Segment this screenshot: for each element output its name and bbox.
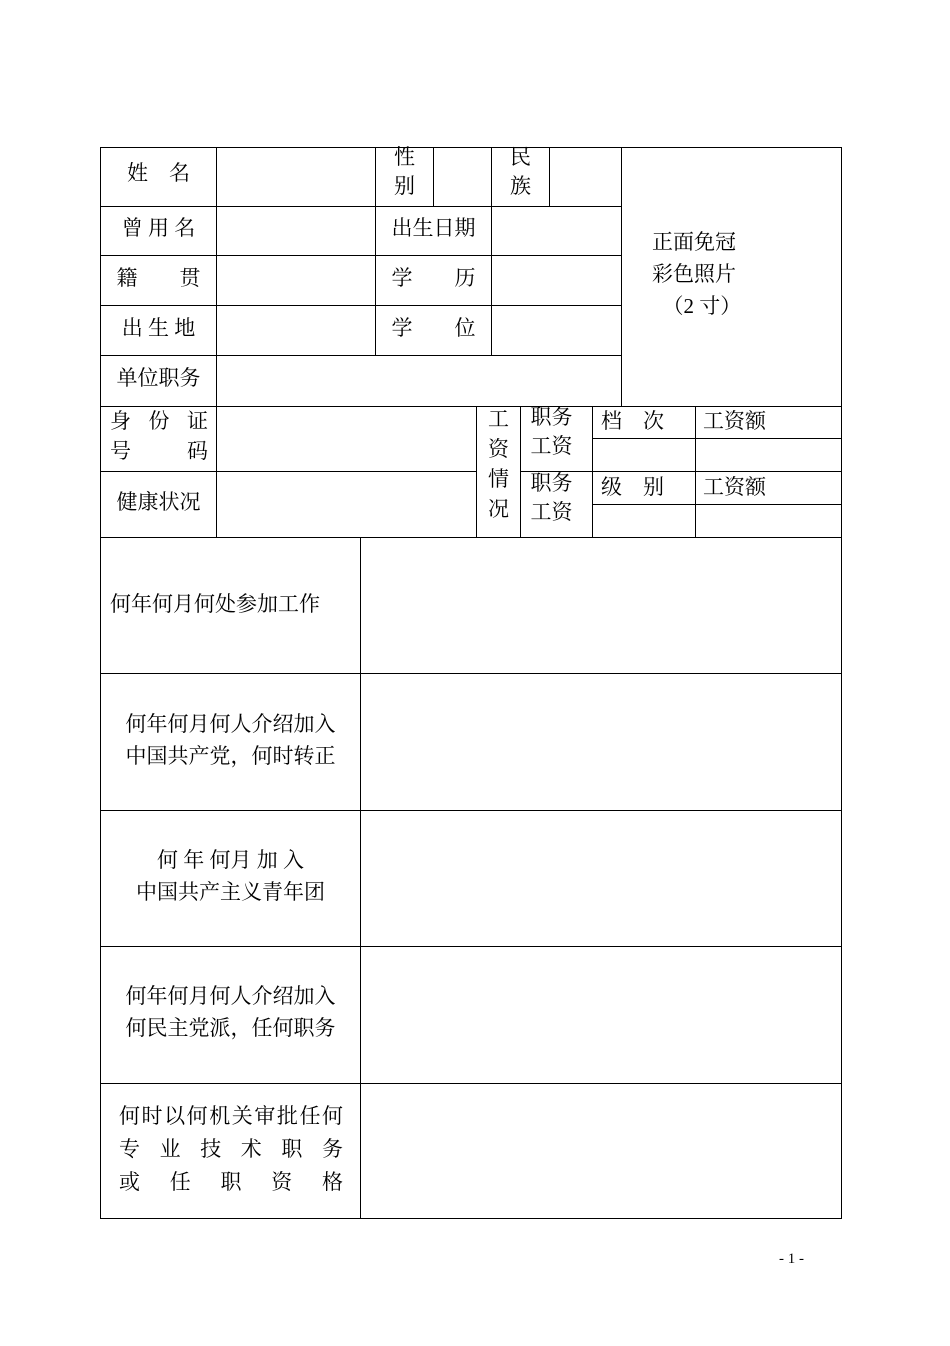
gender-label: 性 别 bbox=[394, 145, 415, 198]
amount-label: 工资额 bbox=[703, 409, 766, 433]
education-label: 学 历 bbox=[391, 266, 476, 290]
tech-title-label-line3: 或任职资格 bbox=[119, 1170, 343, 1194]
democratic-party-label: 何年何月何人介绍加入 何民主党派，任何职务 bbox=[125, 984, 336, 1040]
grid-line bbox=[100, 1083, 842, 1084]
post-salary-label-2: 职务 工资 bbox=[530, 471, 573, 524]
grid-line bbox=[592, 406, 593, 538]
grid-line bbox=[100, 355, 621, 356]
table-border bbox=[100, 147, 842, 148]
former-name-label: 曾 用 名 bbox=[121, 216, 196, 240]
salary-label: 工 资 情 况 bbox=[488, 407, 509, 521]
grid-line bbox=[433, 147, 434, 207]
tech-title-label-line1: 何时以何机关审批任何 bbox=[119, 1104, 343, 1128]
grid-line bbox=[216, 147, 217, 407]
grid-line bbox=[621, 147, 622, 407]
grid-line bbox=[216, 406, 217, 538]
grid-line bbox=[100, 946, 842, 947]
grid-line bbox=[100, 206, 621, 207]
level-label: 级 别 bbox=[601, 475, 664, 499]
work-start-label: 何年何月何处参加工作 bbox=[110, 592, 320, 616]
id-number-label-line2: 号码 bbox=[110, 439, 208, 463]
degree-label: 学 位 bbox=[391, 316, 476, 340]
grid-line bbox=[100, 810, 842, 811]
id-number-label-line1: 身份证 bbox=[110, 409, 208, 433]
ethnicity-label: 民 族 bbox=[510, 145, 531, 198]
native-place-label: 籍 贯 bbox=[116, 266, 201, 290]
tech-title-label-line2: 专业技术职务 bbox=[119, 1137, 343, 1161]
grid-line bbox=[100, 255, 621, 256]
amount-label-2: 工资额 bbox=[703, 475, 766, 499]
grid-line bbox=[100, 471, 476, 472]
page-number: - 1 - bbox=[779, 1251, 804, 1267]
grid-line bbox=[592, 504, 842, 505]
grade-label: 档 次 bbox=[601, 409, 664, 433]
grid-line bbox=[100, 537, 842, 538]
birth-date-label: 出生日期 bbox=[391, 216, 476, 240]
cpc-join-label: 何年何月何人介绍加入 中国共产党，何时转正 bbox=[125, 712, 336, 768]
grid-line bbox=[549, 147, 550, 207]
grid-line bbox=[100, 673, 842, 674]
birthplace-label: 出 生 地 bbox=[121, 316, 196, 340]
grid-line bbox=[360, 537, 361, 1219]
table-border bbox=[100, 1218, 842, 1219]
health-label: 健康状况 bbox=[116, 490, 201, 514]
cyl-join-label: 何 年 何月 加 入 中国共产主义青年团 bbox=[136, 848, 325, 904]
grid-line bbox=[592, 438, 842, 439]
table-border bbox=[841, 147, 842, 1219]
unit-position-label: 单位职务 bbox=[116, 366, 201, 390]
post-salary-label: 职务 工资 bbox=[530, 405, 573, 458]
grid-line bbox=[695, 406, 696, 538]
name-label: 姓 名 bbox=[127, 161, 190, 185]
table-border bbox=[100, 147, 101, 1219]
grid-line bbox=[100, 305, 621, 306]
photo-label: 正面免冠 彩色照片 （2 寸） bbox=[652, 230, 742, 318]
